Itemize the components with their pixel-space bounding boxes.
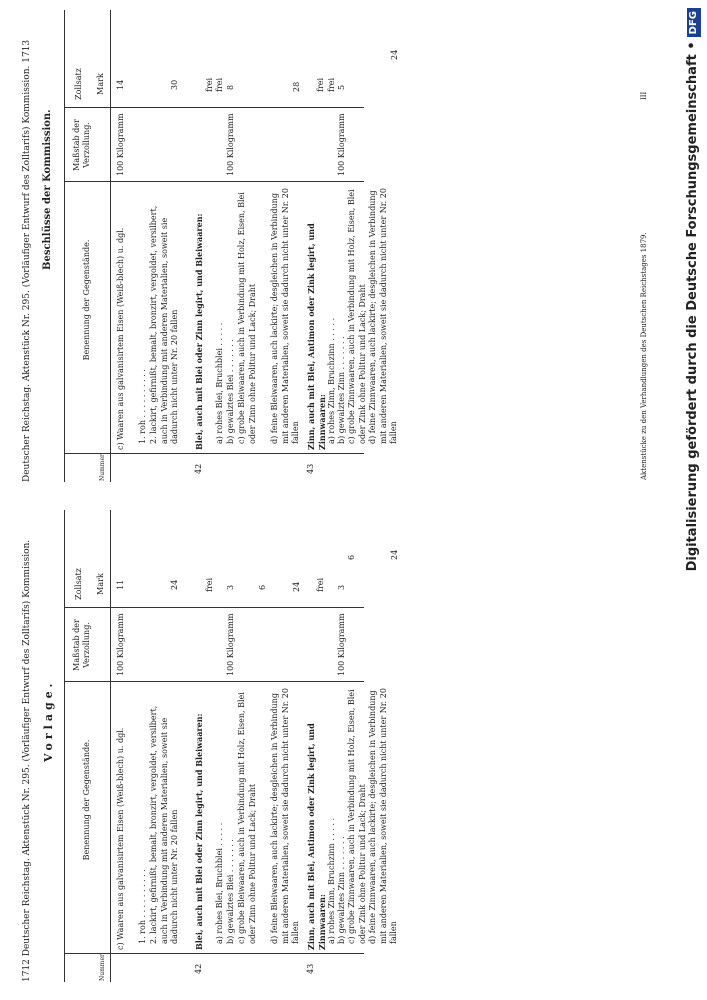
right-row-9-rate: frei [327,77,336,92]
left-row-9-text: a) rohes Zinn, Bruchzinn . . . . . [327,817,336,944]
left-rule-head [110,510,111,982]
left-row-5-unit: 100 Kilogramm [226,613,235,676]
left-col-desc: Benennung der Gegenstände. [82,739,91,861]
dfg-watermark-text [683,8,703,992]
right-row-5-unit: 100 Kilogramm [226,113,235,176]
right-table-title: Beschlüsse der Kommission. [42,109,53,270]
left-row-3-nr: 42 [194,963,203,974]
right-row-8-nr: 43 [306,463,315,474]
left-row-10-unit: 100 Kilogramm [337,613,346,676]
right-col-nr: Nummer [99,454,106,481]
left-row-2-rate: 24 [170,579,179,590]
right-row-4-text: a) rohes Blei, Bruchblei . . . . . [215,322,224,444]
left-row-8-rate: frei [316,577,325,592]
left-row-0-rate: 11 [116,579,125,590]
right-rule-head [110,10,111,482]
right-row-10-unit: 100 Kilogramm [337,113,346,176]
right-row-6-text: c) grobe Bleiwaaren, auch in Verbindung mit Holz, Eisen, Blei oder Zinn ohne Politur und Lack; Draht [237,192,257,444]
right-row-8-text: Zinn, auch mit Blei, Antimon oder Zink legirt, und Zinnwaaren: [306,223,327,450]
right-row-1-text: 1. roh . . . . . . . . . . [138,369,147,444]
left-row-7-text: d) feine Bleiwaaren, auch lackirte; desgleichen in Verbindung mit anderen Materialien, soweit sie dadurch nicht unter Nr. 20 fallen [270,688,300,944]
right-row-2-text: 2. lackirt, gefirnißt, bemalt, bronzirt, vergoldet, versilbert, auch in Verbindung mit anderen Materialien, soweit sie dadurch nicht unter Nr. 20 fallen [149,205,179,444]
left-row-0-text: c) Waaren aus galvanisirtem Eisen (Weiß-blech) u. dgl. [116,727,125,950]
right-row-3-nr: 42 [194,463,203,474]
right-col-rate: Zollsatz [74,68,83,100]
right-row-5-rate: 8 [226,84,235,90]
left-row-3-text: Blei, auch mit Blei oder Zinn legirt, und Bleiwaaren: [194,713,204,950]
right-col-sep-1 [64,453,364,454]
right-row-3-text: Blei, auch mit Blei oder Zinn legirt, und Bleiwaaren: [194,213,204,450]
left-col-sep-3 [64,607,364,608]
left-row-2-text: 2. lackirt, gefirnißt, bemalt, bronzirt, vergoldet, versilbert, auch in Verbindung mit anderen Materialien, soweit sie dadurch nicht unter Nr. 20 fallen [149,705,179,944]
left-row-12-rate: 24 [390,549,399,560]
right-col-sep-3 [64,107,364,108]
left-row-8-text: Zinn, auch mit Blei, Antimon oder Zink legirt, und Zinnwaaren: [306,723,327,950]
right-row-0-rate: 14 [116,79,125,90]
right-col-unit: Maßstab der Verzollung. [72,119,91,171]
left-col-sep-2 [64,681,364,682]
left-row-10-text: b) gewalztes Zinn . . . . . . . [337,836,346,944]
right-row-4-rate: frei [215,77,224,92]
footer-page-mark: III [640,91,648,100]
left-col-sep-1 [64,953,364,954]
right-row-7-text: d) feine Bleiwaaren, auch lackirte; desgleichen in Verbindung mit anderen Materialien, soweit sie dadurch nicht unter Nr. 20 fallen [270,188,300,444]
right-col-sep-2 [64,181,364,182]
left-row-0-unit: 100 Kilogramm [116,613,125,676]
left-row-1-text: 1. roh . . . . . . . . . . [138,869,147,944]
header-left: 1712 Deutscher Reichstag. Aktenstück Nr. 295. (Vorläufiger Entwurf des Zolltarifs) Kommission. [22,539,32,982]
right-col-rate-sub: Mark [96,73,105,95]
right-row-10-rate: 5 [337,84,346,90]
right-row-10-text: b) gewalztes Zinn . . . . . . . [337,336,346,444]
left-row-10-rate: 3 [337,584,346,590]
right-row-9-text: a) rohes Zinn, Bruchzinn . . . . . [327,317,336,444]
left-col-nr: Nummer [99,954,106,981]
dfg-watermark [683,8,703,992]
left-col-rate-sub: Mark [96,573,105,595]
right-row-12-rate: 24 [390,49,399,60]
left-table-title: Vorlage. [42,679,55,762]
left-rule-top [64,510,65,982]
header-right: Deutscher Reichstag. Aktenstück Nr. 295. (Vorläufiger Entwurf des Zolltarifs) Kommission. 1713 [22,39,32,482]
right-row-2-rate: 30 [170,79,179,90]
left-row-5-text: b) gewalztes Blei . . . . . . . [226,839,235,944]
footer-imprint: Aktenstücke zu den Verhandlungen des Deutschen Reichstages 1879. [640,232,648,480]
right-row-11-text: c) grobe Zinnwaaren, auch in Verbindung mit Holz, Eisen, Blei oder Zink ohne Politur und Lack; Draht [347,189,367,444]
left-row-5-rate: 3 [226,584,235,590]
left-row-6-text: c) grobe Bleiwaaren, auch in Verbindung mit Holz, Eisen, Blei oder Zinn ohne Politur und Lack; Draht [237,692,257,944]
right-row-8-rate: frei [316,77,325,92]
right-rule-top [64,10,65,482]
left-row-3-rate: frei [205,577,214,592]
dfg-watermark-caption: Digitalisierung gefördert durch die Deutsche Forschungsgemeinschaft • [685,41,700,572]
right-row-0-unit: 100 Kilogramm [116,113,125,176]
right-row-12-text: d) feine Zinnwaaren, auch lackirte; desgleichen in Verbindung mit anderen Materialien, soweit sie dadurch nicht unter Nr. 20 fallen [368,188,398,444]
left-row-7-rate: 24 [292,581,301,592]
left-col-rate: Zollsatz [74,568,83,600]
left-row-11-text: c) grobe Zinnwaaren, auch in Verbindung mit Holz, Eisen, Blei oder Zink ohne Politur und Lack; Draht [347,689,367,944]
right-col-desc: Benennung der Gegenstände. [82,239,91,361]
dfg-logo-icon: DFG [687,8,701,37]
left-row-12-text: d) feine Zinnwaaren, auch lackirte; desgleichen in Verbindung mit anderen Materialien, soweit sie dadurch nicht unter Nr. 20 fallen [368,688,398,944]
left-row-4-text: a) rohes Blei, Bruchblei . . . . . [215,822,224,944]
left-col-unit: Maßstab der Verzollung. [72,619,91,671]
left-row-11-rate: 6 [347,554,356,560]
right-row-3-rate: frei [205,77,214,92]
left-row-6-rate: 6 [258,584,267,590]
right-row-0-text: c) Waaren aus galvanisirtem Eisen (Weiß-blech) u. dgl. [116,227,125,450]
right-row-5-text: b) gewalztes Blei . . . . . . . [226,339,235,444]
left-row-8-nr: 43 [306,963,315,974]
right-row-7-rate: 28 [292,81,301,92]
